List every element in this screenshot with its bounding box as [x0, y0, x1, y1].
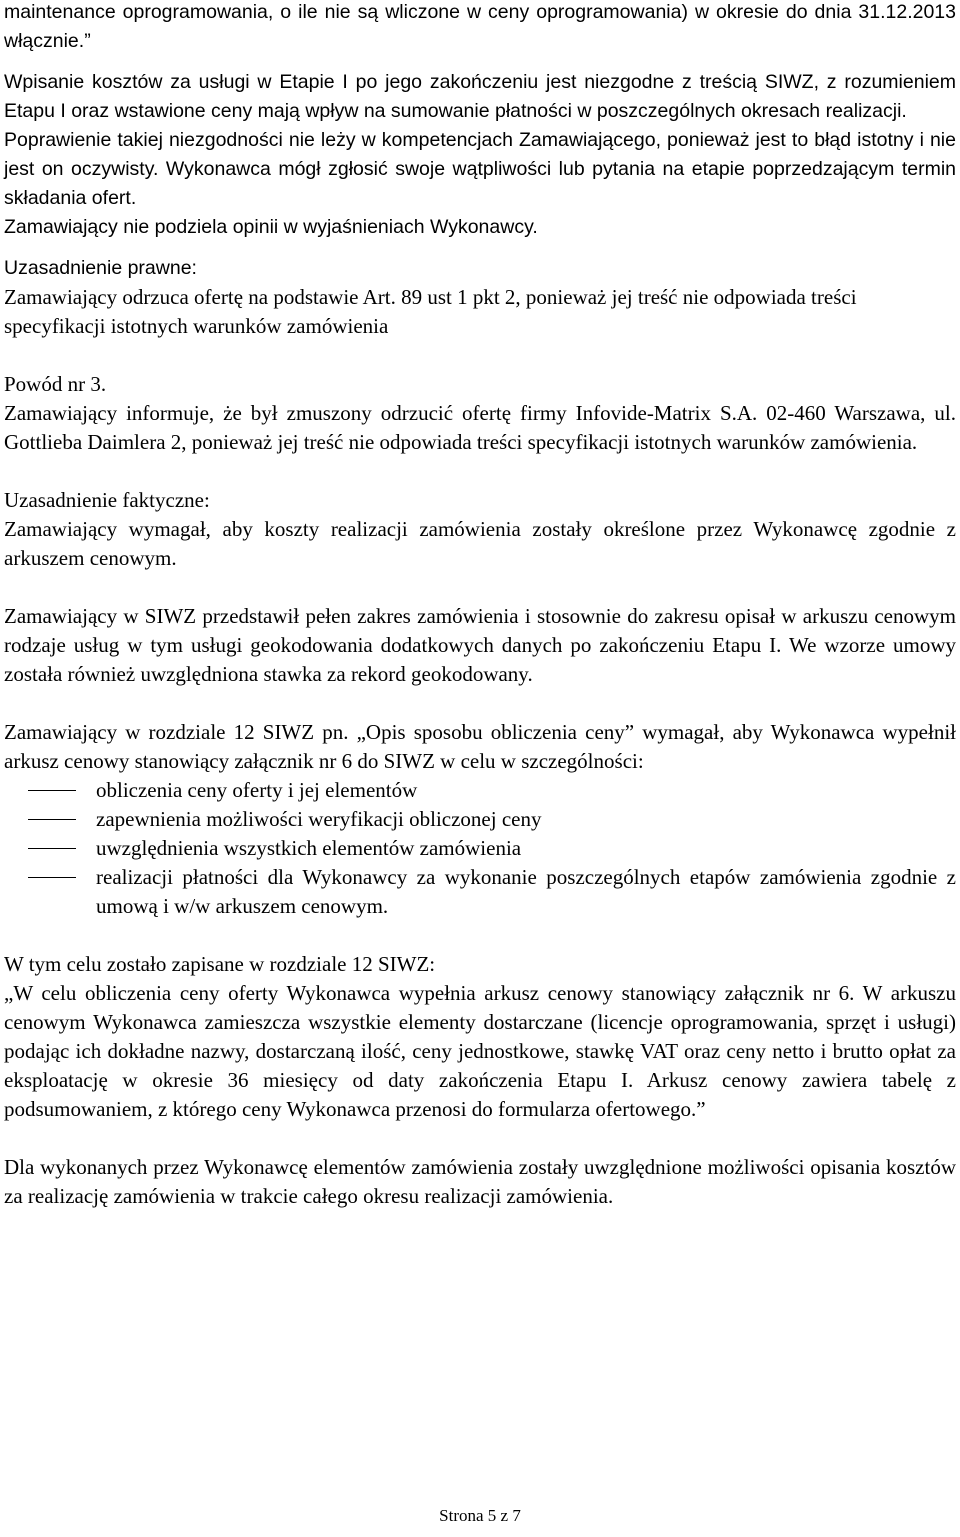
heading-uzasadnienie-faktyczne: Uzasadnienie faktyczne:: [4, 488, 210, 512]
paragraph-intro-tail: maintenance oprogramowania, o ile nie są wliczone w ceny oprogramowania) w okresie do dnia 31.12.2013 włącznie.”: [4, 1, 956, 52]
paragraph-nie-podziela: Zamawiający nie podziela opinii w wyjaśnieniach Wykonawcy.: [4, 216, 538, 238]
dash-bullet: [28, 877, 76, 878]
paragraph-informuje: Zamawiający informuje, że był zmuszony odrzucić ofertę firmy Infovide-Matrix S.A. 02-460 Warszawa, ul. Gottlieba Daimlera 2, ponieważ jej treść nie odpowiada treści specyfikacji istotnych warunków zamówienia.: [4, 401, 956, 454]
paragraph-etap: Wpisanie kosztów za usługi w Etapie I po jego zakończeniu jest niezgodne z treścią SIWZ, z rozumieniem Etapu I oraz wstawione ceny mają wpływ na sumowanie płatności w poszczególnych okresach realizacji.: [4, 71, 956, 122]
paragraph-w-tym-celu: W tym celu zostało zapisane w rozdziale 12 SIWZ:: [4, 952, 436, 976]
paragraph-rozdzial-12: Zamawiający w rozdziale 12 SIWZ pn. „Opis sposobu obliczenia ceny” wymagał, aby Wykonawca wypełnił arkusz cenowy stanowiący załącznik nr 6 do SIWZ w celu w szczególności:: [4, 720, 956, 773]
heading-powod-3: Powód nr 3.: [4, 372, 107, 396]
list-item: uwzględnienia wszystkich elementów zamówienia: [4, 834, 956, 863]
paragraph-siwz-zakres: Zamawiający w SIWZ przedstawił pełen zakres zamówienia i stosownie do zakresu opisał w arkuszu cenowym rodzaje usług w tym usługi geokodowania dodatkowych danych po zakończeniu Etapu I. We wzorze umowy została również uwzględniona stawka za rekord geokodowany.: [4, 604, 956, 686]
list-item: obliczenia ceny oferty i jej elementów: [4, 776, 956, 805]
list-item: zapewnienia możliwości weryfikacji obliczonej ceny: [4, 805, 956, 834]
requirements-list: [4, 776, 956, 921]
dash-bullet: [28, 790, 76, 791]
dash-bullet: [28, 848, 76, 849]
paragraph-wymagal: Zamawiający wymagał, aby koszty realizacji zamówienia zostały określone przez Wykonawcę zgodnie z arkuszem cenowym.: [4, 517, 956, 570]
document-body: [4, 0, 956, 1211]
paragraph-odrzuca: Zamawiający odrzuca ofertę na podstawie Art. 89 ust 1 pkt 2, ponieważ jej treść nie odpowiada treści specyfikacji istotnych warunków zamówienia: [4, 285, 857, 338]
list-item: realizacji płatności dla Wykonawcy za wykonanie poszczególnych etapów zamówienia zgodnie z umową i w/w arkuszem cenowym.: [4, 863, 956, 921]
page-number: Strona 5 z 7: [439, 1506, 521, 1525]
dash-bullet: [28, 819, 76, 820]
paragraph-quote: „W celu obliczenia ceny oferty Wykonawca wypełnia arkusz cenowy stanowiący załącznik nr 6. W arkuszu cenowym Wykonawca zamieszcza wszystkie elementy dostarczane (licencje oprogramowania, sprzęt i usługi) podając ich dokładne nazwy, dostarczaną ilość, ceny jednostkowe, stawkę VAT oraz ceny netto i brutto opłat za eksploatację w okresie 36 miesięcy od daty zakończenia Etapu I. Arkusz cenowy zawiera tabelę z podsumowaniem, z którego ceny Wykonawca przenosi do formularza ofertowego.”: [4, 981, 956, 1121]
paragraph-poprawienie: Poprawienie takiej niezgodności nie leży w kompetencjach Zamawiającego, ponieważ jest to błąd istotny i nie jest on oczywisty. Wykonawca mógł zgłosić swoje wątpliwości lub pytania na etapie poprzedzającym termin składania ofert.: [4, 129, 956, 209]
heading-uzasadnienie-prawne: Uzasadnienie prawne:: [4, 257, 197, 279]
paragraph-dla-wykonanych: Dla wykonanych przez Wykonawcę elementów zamówienia zostały uwzględnione możliwości opisania kosztów za realizację zamówienia w trakcie całego okresu realizacji zamówienia.: [4, 1155, 956, 1208]
